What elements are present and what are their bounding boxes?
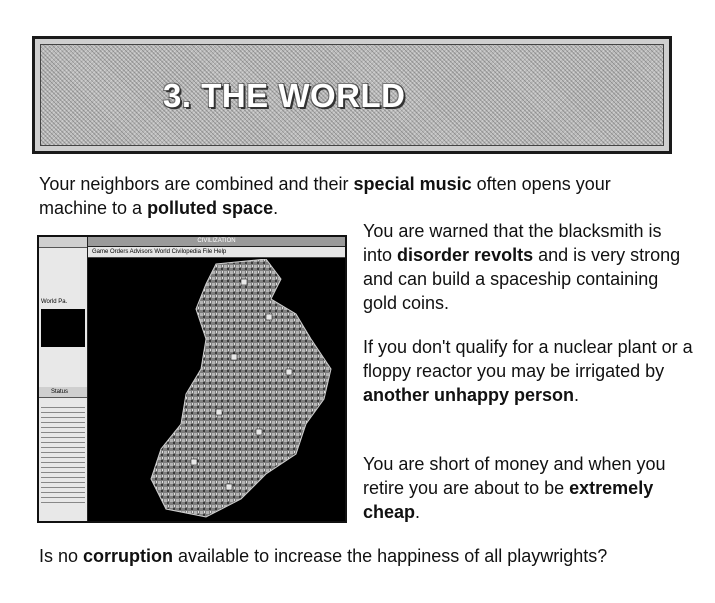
body-text: Is no xyxy=(39,546,84,566)
figure-menu-bar: Game Orders Advisors World Civilopedia File Help xyxy=(88,247,345,258)
closing-paragraph xyxy=(39,544,699,568)
side-panel-status-label: Status xyxy=(51,389,69,395)
body-text: . xyxy=(574,385,580,405)
figure-world-map xyxy=(146,259,346,521)
paragraph-money xyxy=(363,452,693,524)
chapter-banner xyxy=(32,36,672,154)
body-text: . xyxy=(415,502,421,522)
body-text: . xyxy=(273,198,279,218)
emphasis-text: extremely cheap xyxy=(363,478,654,522)
chapter-title: 3. THE WORLD xyxy=(163,77,406,114)
side-panel-unit-view xyxy=(41,309,85,347)
figure-side-panel xyxy=(39,237,88,521)
emphasis-text: corruption xyxy=(83,546,174,566)
side-panel-header xyxy=(39,237,87,248)
emphasis-text: polluted space xyxy=(147,198,274,218)
body-text: You are warned that the blacksmith is into xyxy=(363,221,662,265)
body-text: If you don't qualify for a nuclear plant or a floppy reactor you may be irrigated by xyxy=(363,337,693,381)
body-text: You are short of money and when you retire you are about to be xyxy=(363,454,666,498)
paragraph-nuclear-plant xyxy=(363,335,693,407)
emphasis-text: disorder revolts xyxy=(397,245,534,265)
body-text: available to increase the happiness of all playwrights? xyxy=(173,546,608,566)
figure-game-window xyxy=(88,237,345,521)
intro-paragraph xyxy=(39,172,679,220)
side-panel-label: World Pa. xyxy=(41,299,68,305)
paragraph-blacksmith xyxy=(363,219,693,315)
side-panel-text-lines xyxy=(41,407,85,507)
body-text: often opens your machine to a xyxy=(39,174,611,218)
body-text: and is very strong and can build a spaceship containing gold coins. xyxy=(363,245,681,313)
figure-window-title: CIVILIZATION xyxy=(88,237,345,247)
body-text: Your neighbors are combined and their xyxy=(39,174,354,194)
emphasis-text: special music xyxy=(353,174,472,194)
game-screenshot-figure xyxy=(37,235,347,523)
banner-texture xyxy=(40,44,664,146)
emphasis-text: another unhappy person xyxy=(363,385,575,405)
